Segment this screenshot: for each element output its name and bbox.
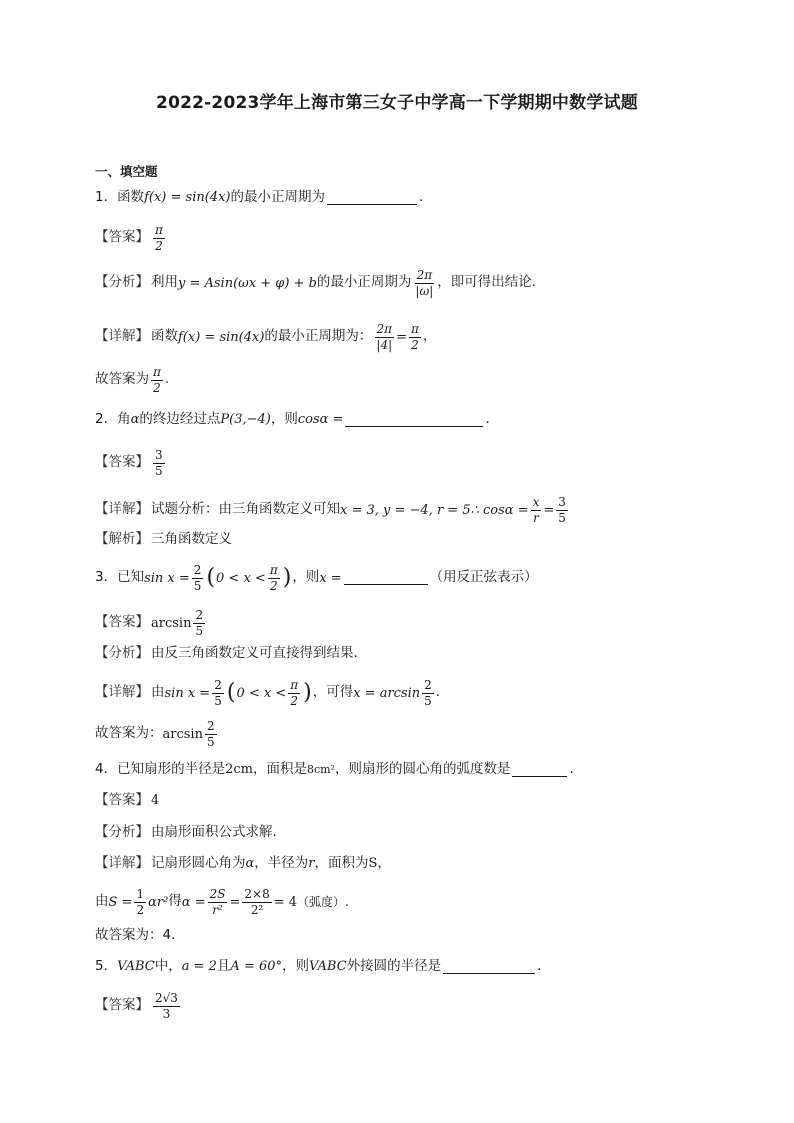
detail-line [95,323,436,351]
solution-text: 三角函数定义 [151,531,232,547]
punctuation: ， [377,855,391,871]
punctuation: . [435,684,441,701]
question-2 [95,413,499,427]
question-text: ，则 [270,411,298,427]
answer-tag: 【答案】 [95,792,149,808]
denominator: r [533,510,539,525]
formula: x = arcsin [353,685,421,701]
formula: 2cm [225,762,253,778]
analysis-text: 由扇形面积公式求解． [151,824,286,840]
detail-tag: 【详解】 [95,328,149,345]
equals-sign: = [229,894,241,910]
denominator: r² [212,902,223,917]
conclusion-line [95,366,169,394]
analysis-text: 的最小正周期为 [316,274,412,291]
question-4 [95,763,574,777]
question-text: ，则 [292,569,320,586]
alpha-symbol: α [245,856,255,872]
section-heading: 一、填空题 [95,164,158,179]
denominator: 5 [193,578,202,593]
equals-sign: = [396,329,408,345]
fraction [556,496,568,524]
fraction [193,609,205,637]
detail-tag: 【详解】 [95,684,149,701]
question-text: 已知 [117,569,145,586]
punctuation: . [419,189,424,205]
formula: S = [108,894,133,910]
numerator: 3 [155,448,163,462]
conclusion-line [95,929,175,943]
punctuation: ． [485,411,499,427]
numerator: π [290,678,299,692]
conclusion-text: 故答案为 [95,371,149,388]
detail-tag: 【详解】 [95,855,149,871]
detail-text: 由 [95,893,109,910]
paren-left: ( [206,565,216,591]
formula: x = [319,570,342,586]
formula: f(x) = sin(4x) [144,190,231,206]
fraction [153,992,180,1020]
conclusion-text: 故答案为：4. [95,927,176,943]
question-text: 外接圆的半径是 [346,958,442,974]
numerator: 2√3 [155,991,178,1005]
answer-tag: 【答案】 [95,229,149,246]
paren-right: ) [303,680,312,706]
formula: r [308,856,315,872]
numerator: π [155,223,163,237]
conclusion-text: 故答案为： [95,725,163,742]
analysis-text: 利用 [151,274,178,291]
formula: a = 2 [181,959,217,975]
formula: cosα = [297,412,344,428]
formula: sin x = [164,685,211,701]
answer-line [95,609,207,637]
analysis-line [95,269,545,297]
formula: y = Asin(ωx + φ) + b [178,275,317,291]
fraction [422,679,434,707]
numerator: x [532,495,540,509]
numerator: π [269,563,278,577]
denominator: 5 [214,693,222,708]
paren-left: ( [226,680,236,706]
answer-value: 4 [151,793,160,809]
detail-text: 得 [168,893,182,910]
question-text: ，面积是 [252,761,307,777]
question-number: 4． [95,761,118,777]
denominator: 5 [195,623,204,638]
fraction [413,269,435,297]
formula: x = 3, y = −4, r = 5∴ cosα = [340,502,529,518]
question-text: 中， [154,958,182,974]
question-3 [95,564,538,592]
fraction [409,323,421,351]
answer-tag: 【答案】 [95,997,149,1014]
answer-line [95,992,182,1020]
formula: = 4 [273,894,297,910]
analysis-tag: 【分析】 [95,274,149,291]
detail-text: 的最小正周期为： [264,328,373,345]
fraction [212,679,224,707]
denominator: |4| [376,337,393,352]
answer-tag: 【答案】 [95,614,149,631]
answer-line [95,449,167,477]
fraction [153,449,165,477]
denominator: |ω| [415,283,434,298]
solution-tag: 【解析】 [95,531,149,547]
fraction [192,564,204,592]
question-text: 函数 [117,189,145,205]
denominator: 2 [153,380,161,395]
analysis-line [95,647,358,661]
answer-line [95,224,167,252]
numerator: 2π [376,322,393,336]
solution-line [95,533,232,547]
denominator: 5 [424,693,432,708]
formula: arcsin [151,615,192,631]
punctuation: . [164,371,170,388]
analysis-text: 由反三角函数定义可直接得到结果. [151,645,358,661]
fraction [151,366,163,394]
question-number: 5． [95,958,118,974]
formula: VABC [309,959,347,975]
question-5 [95,960,551,974]
detail-line [95,496,570,524]
formula: VABC [117,959,155,975]
detail-line [95,857,391,871]
formula: S [368,856,378,872]
fraction [134,888,146,916]
fraction [268,564,280,592]
fraction [208,888,228,916]
page-title: 2022-2023学年上海市第三女子中学高一下学期期中数学试题 [156,93,638,113]
question-text: 的最小正周期为 [230,189,325,205]
numerator: 2 [424,678,432,692]
analysis-tag: 【分析】 [95,645,149,661]
detail-text: 试题分析：由三角函数定义可知 [151,501,340,518]
numerator: π [153,365,161,379]
answer-blank [345,425,483,427]
numerator: 3 [558,495,566,509]
question-number: 2． [95,411,118,427]
fraction [153,224,165,252]
numerator: π [411,322,419,336]
numerator: 1 [136,887,145,901]
punctuation: . [569,761,574,777]
denominator: 5 [558,510,566,525]
detail-text: 记扇形圆心角为 [151,855,246,871]
fraction [205,720,217,748]
formula: αr² [148,894,169,910]
detail-text: 函数 [151,328,178,345]
derivation-line [95,888,349,916]
denominator: 2 [155,238,163,253]
denominator: 3 [162,1006,171,1021]
fraction [374,323,394,351]
question-number: 3． [95,569,118,586]
answer-tag: 【答案】 [95,454,149,471]
formula: P(3,−4) [220,412,271,428]
denominator: 2 [136,902,145,917]
answer-blank [344,583,428,585]
question-number: 1． [95,189,118,205]
fraction [242,888,271,916]
answer-line [95,794,159,808]
detail-text: 由 [151,684,165,701]
question-text: 角 [117,411,131,427]
denominator: 2² [250,902,264,917]
denominator: 2 [290,693,298,708]
numerator: 2×8 [244,887,270,901]
detail-text: ，半径为 [254,855,309,871]
question-1 [95,191,423,205]
detail-text: ，可得 [312,684,354,701]
analysis-tag: 【分析】 [95,824,149,840]
numerator: 2π [416,268,433,282]
punctuation: ． [537,958,551,974]
formula: 8cm² [306,763,335,777]
question-text: 的终边经过点 [139,411,221,427]
formula: 0 < x < [236,685,287,701]
analysis-line [95,826,286,840]
numerator: 2 [193,563,202,577]
paren-right: ) [282,565,292,591]
fraction [288,679,300,707]
detail-text: （弧度）. [297,895,349,910]
analysis-text: ，即可得出结论． [437,274,546,291]
alpha-symbol: α [130,412,140,428]
answer-blank [327,203,417,205]
detail-tag: 【详解】 [95,501,149,518]
formula: f(x) = sin(4x) [178,329,265,345]
answer-blank [443,972,535,974]
formula: sin x = [144,570,190,586]
question-text: ，则扇形的圆心角的弧度数是 [334,761,511,777]
question-text: 已知扇形的半径是 [117,761,226,777]
numerator: 2 [214,678,222,692]
denominator: 2 [269,578,278,593]
numerator: 2 [206,719,215,733]
denominator: 5 [155,463,163,478]
formula: arcsin [162,726,203,742]
punctuation: ， [422,328,437,345]
numerator: 2S [209,887,226,901]
equals-sign: = [543,502,555,518]
question-text: 且 [216,958,231,974]
numerator: 2 [195,608,204,622]
formula: A = 60° [230,959,283,975]
answer-blank [512,775,567,777]
fraction [531,496,542,524]
detail-line [95,679,440,707]
conclusion-line [95,720,219,748]
denominator: 2 [411,337,419,352]
formula: α = [181,894,206,910]
question-text: ，则 [282,958,310,974]
denominator: 5 [206,734,215,749]
question-text: （用反正弦表示） [429,569,538,586]
formula: 0 < x < [216,570,266,586]
detail-text: ，面积为 [314,855,369,871]
